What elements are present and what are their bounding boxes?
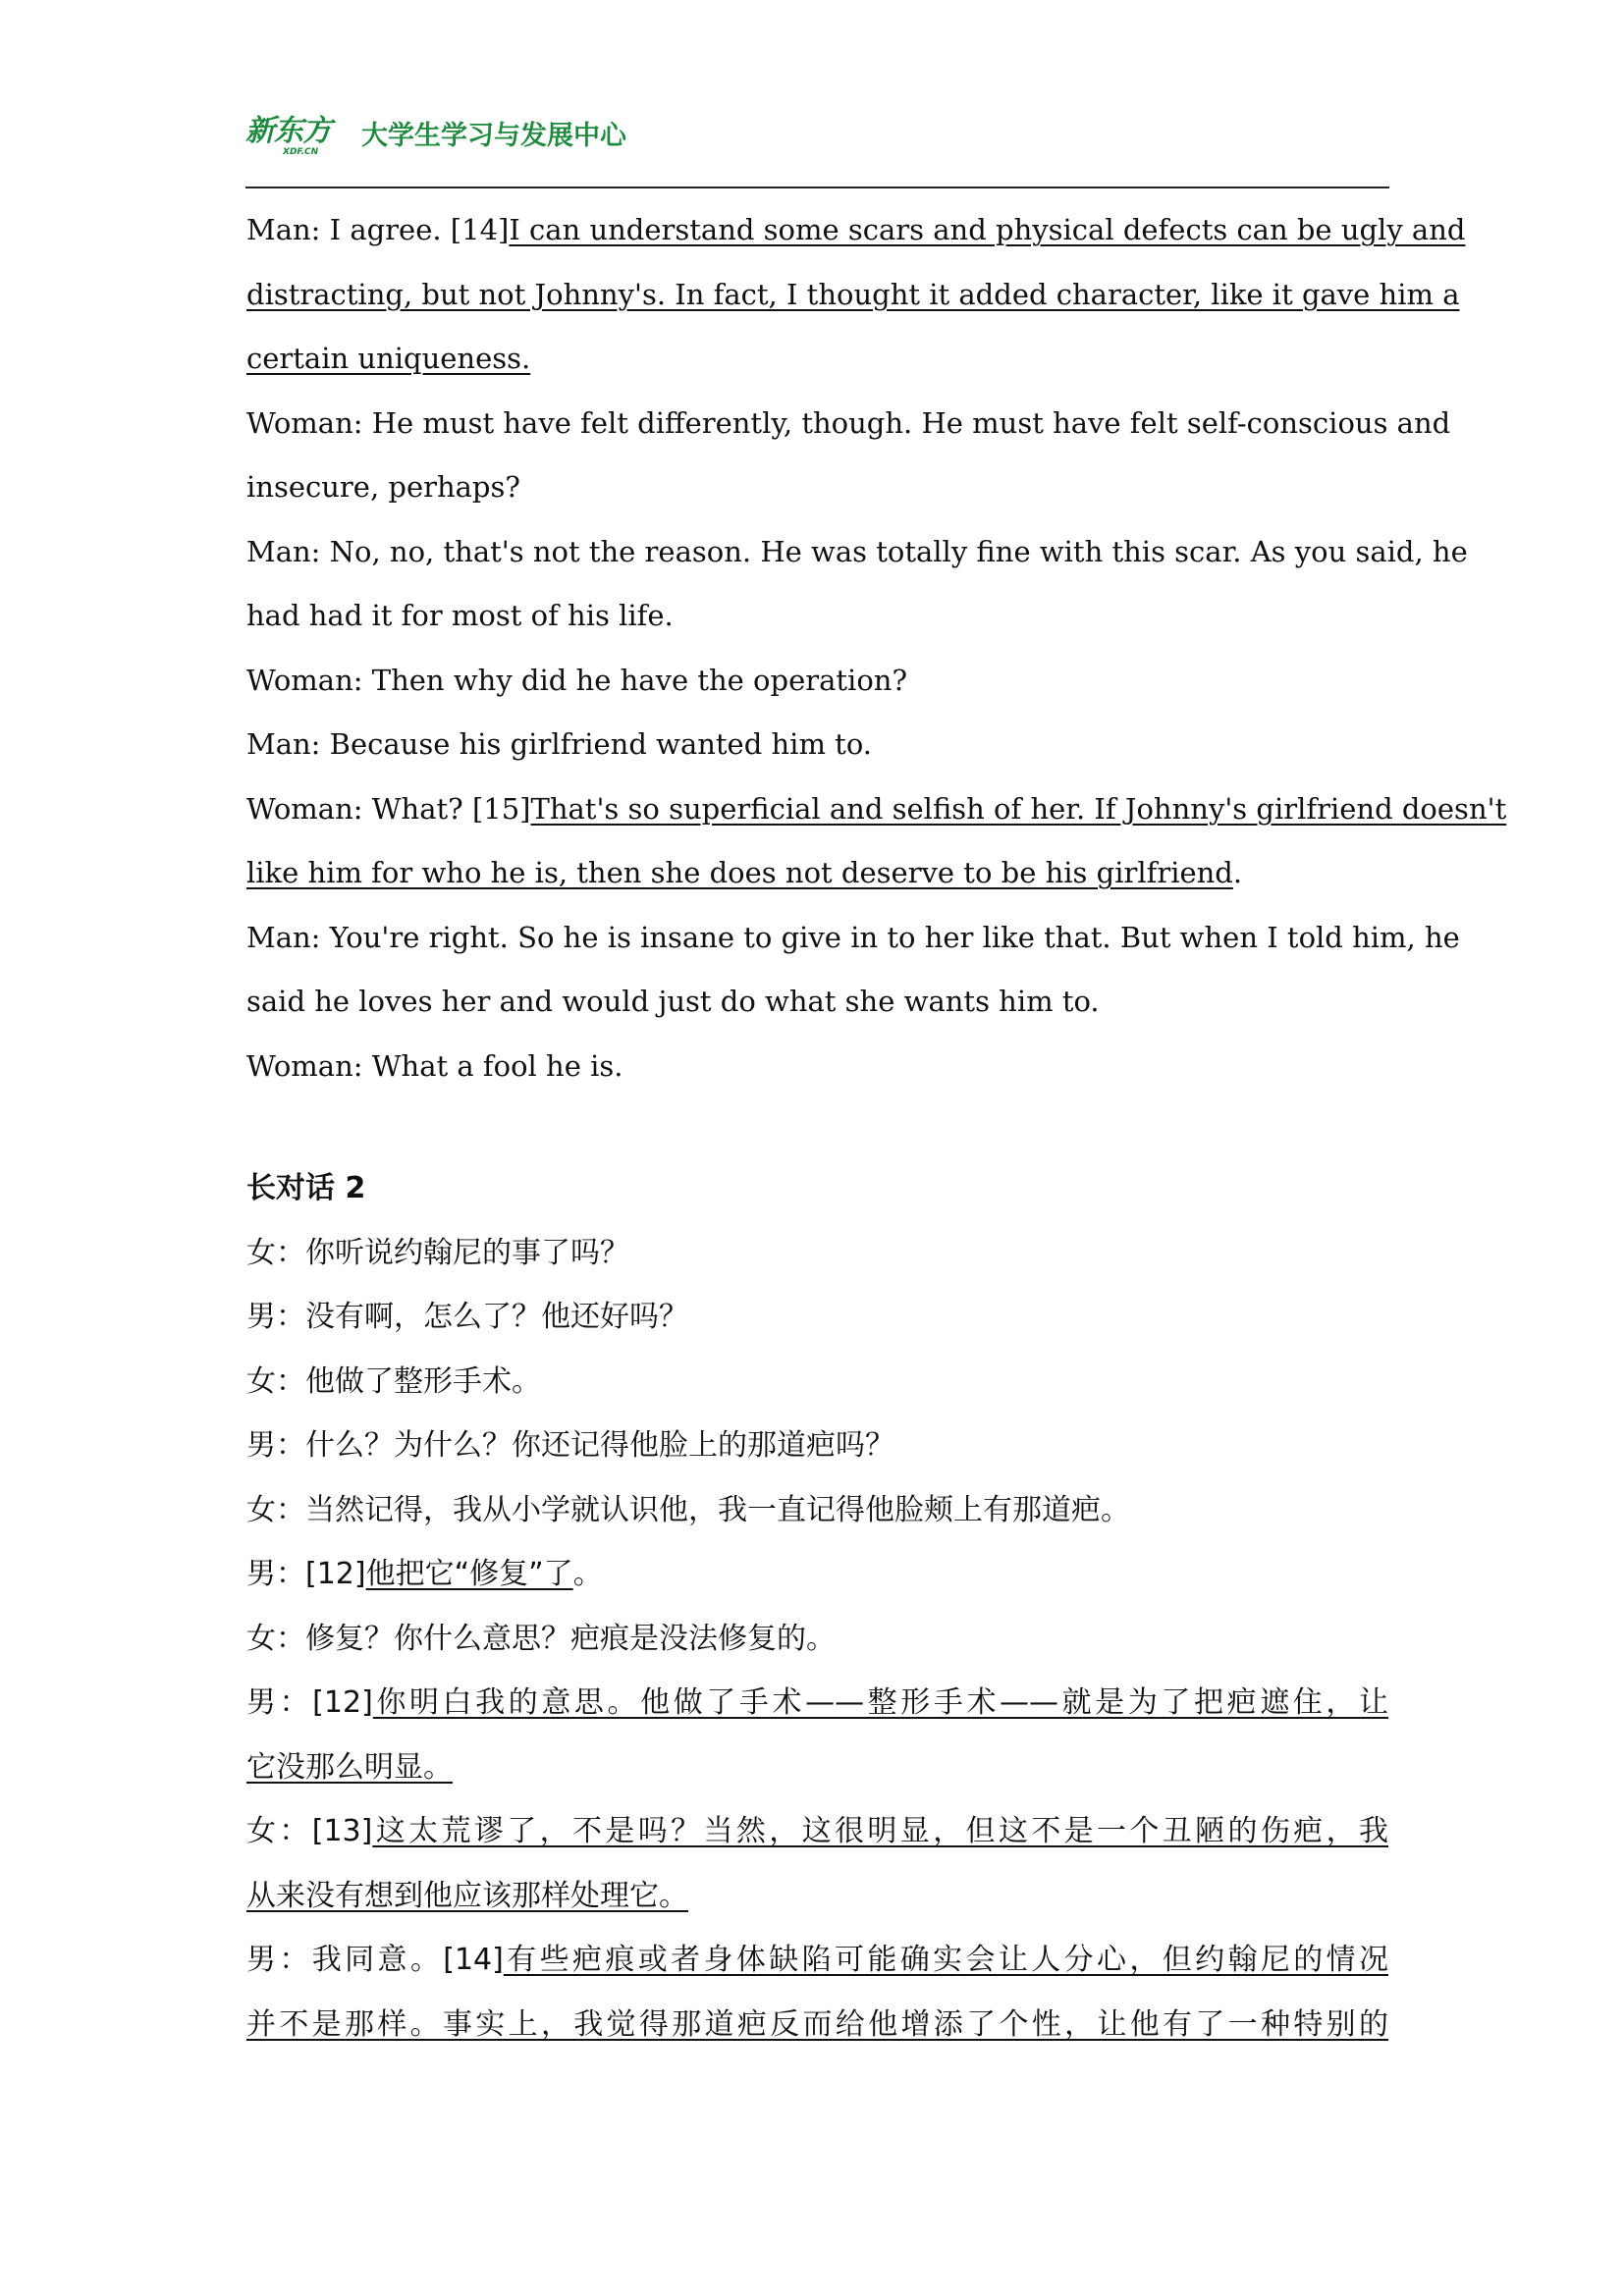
text-line: 并不是那样。事实上，我觉得那道疤反而给他增添了个性，让他有了一种特别的 <box>246 2006 1388 2042</box>
org-name: 大学生学习与发展中心 <box>361 121 626 151</box>
section-title: 长对话 2 <box>246 1171 366 1205</box>
text-line: like him for who he is, then she does not deserve to be his girlfriend. <box>246 856 1243 889</box>
text-line: said he loves her and would just do what she wants him to. <box>246 985 1100 1018</box>
xdf-logo <box>245 114 331 169</box>
text-line: 男：没有啊，怎么了？他还好吗？ <box>246 1300 688 1334</box>
text-line: 从来没有想到他应该那样处理它。 <box>246 1878 688 1913</box>
text-line: insecure, perhaps? <box>246 470 520 504</box>
text-line: 男：[12]他把它“修复”了。 <box>246 1557 603 1591</box>
page-header <box>245 110 1389 188</box>
text-line: Woman: Then why did he have the operation? <box>246 663 908 697</box>
text-line: 它没那么明显。 <box>246 1749 453 1785</box>
text-line: Man: Because his girlfriend wanted him to. <box>246 727 872 761</box>
section-gap <box>246 1098 1388 1156</box>
text-line: 女：他做了整形手术。 <box>246 1363 541 1399</box>
text-line: Woman: He must have felt differently, though. He must have felt self-conscious and <box>246 405 1451 440</box>
text-line: 男：我同意。[14]有些疤痕或者身体缺陷可能确实会让人分心，但约翰尼的情况 <box>246 1943 1388 1977</box>
logo-sub: XDF.CN <box>283 147 319 157</box>
text-line: 女：[13]这太荒谬了，不是吗？当然，这很明显，但这不是一个丑陋的伤疤，我 <box>246 1814 1388 1848</box>
text-line: Woman: What? [15]That's so superficial and selfish of her. If Johnny's girlfriend doesn't <box>246 791 1507 826</box>
text-line: Man: I agree. [14]I can understand some scars and physical defects can be ugly and <box>246 213 1466 246</box>
text-line: 女：当然记得，我从小学就认识他，我一直记得他脸颊上有那道疤。 <box>246 1492 1130 1527</box>
text-line: Woman: What a fool he is. <box>246 1048 623 1083</box>
text-line: 男：[12]你明白我的意思。他做了手术——整形手术——就是为了把疤遮住，让 <box>246 1685 1388 1720</box>
text-line: 男：什么？为什么？你还记得他脸上的那道疤吗？ <box>246 1428 894 1463</box>
text-line: 女：修复？你什么意思？疤痕是没法修复的。 <box>246 1621 836 1656</box>
text-line: had had it for most of his life. <box>246 599 674 632</box>
text-line: Man: No, no, that's not the reason. He was totally fine with this scar. As you said, he <box>246 534 1468 568</box>
document-body <box>246 198 1507 2056</box>
logo-text: 新东方 <box>245 114 331 148</box>
text-line: certain uniqueness. <box>246 342 531 375</box>
header-divider <box>245 187 1389 188</box>
text-line: distracting, but not Johnny's. In fact, I thought it added character, like it gave him a <box>246 277 1460 311</box>
text-line: 女：你听说约翰尼的事了吗？ <box>246 1235 629 1270</box>
text-line: Man: You're right. So he is insane to give in to her like that. But when I told him, he <box>246 920 1460 954</box>
